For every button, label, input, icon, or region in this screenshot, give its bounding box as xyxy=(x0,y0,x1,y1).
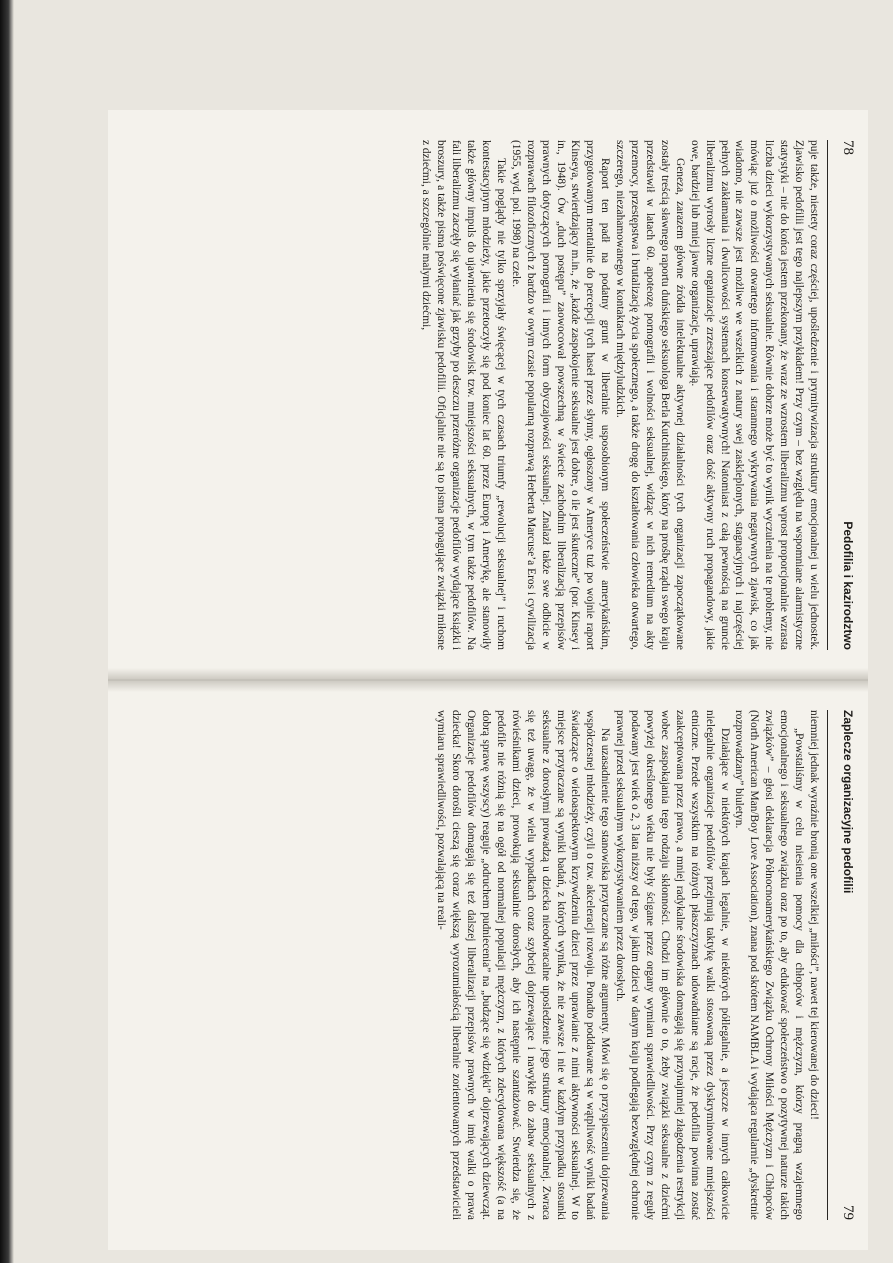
paragraph: Raport ten padł na podatny grunt w liberalnie usposobionym społeczeństwie amerykańskim, przygotowanym mentalnie do percepcji tych haseł przez słynny, ogłoszony w Ameryce tuż po wojnie raport Kinseya, stwierdzający m.in., że „każde zaspokojenie seksualne jest dobre, o ile jest skuteczne” (por. Kinsey i in., 1948). Ów „duch postępu” zaowocował powszechną w świecie zachodnim liberalizacją przepisów prawnych dotyczących pornografii i innych form obyczajowości seksualnej. Znalazł także swe odbicie w rozprawach filozoficznych z bardzo w owym czasie popularną rozprawą Herberta Marcuse’a Eros i cywilizacja (1955, wyd. pol. 1998) na czele. xyxy=(509,140,612,650)
paragraph: puje także, niestety coraz częściej, upośledzenie i prymitywizacja struktury emocjonalnej u wielu jednostek. Zjawisko pedofilii jest tego najlepszym przykładem! Przy czym – bez względu na wspomniane alarmistyczne statystyki – nie do końca jestem przekonany, że wraz ze wzrostem liberalizmu wprost proporcjonalnie wzrasta liczba dzieci wykorzystywanych seksualnie. Równie dobrze może być to wynik wyczulenia na te problemy, nie mówiąc już o możliwości otwartego informowania i starannego wykrywania negatywnych zjawisk, co jak wiadomo, nie zawsze jest możliwe we wszelkich z natury swej zaskleplonych, stagnacyjnych i najczęściej pełnych zakłamania i dwulicowości systemach konserwatywnych! Natomiast z całą pewnością na gruncie liberalizmu wyrosły liczne organizacje zrzeszające pedofilów oraz dość aktywny ruch propagandowy, jakie owe, bardziej lub mniej jawne organizacje, uprawiają. xyxy=(688,140,820,650)
right-running-head xyxy=(827,710,868,1220)
book-spread xyxy=(108,110,868,1250)
left-body-text xyxy=(121,140,821,650)
book-gutter xyxy=(108,668,868,692)
paragraph: niemniej jednak wyraźnie bronią one wszelkiej „miłości”, nawet tej kierowanej do dzieci! xyxy=(808,710,820,1120)
right-page-number: 79 xyxy=(840,1205,857,1220)
right-running-title: Zaplecze organizacyjne pedofilii xyxy=(841,710,855,894)
paragraph: Działające w niektórych krajach legalnie, w niektórych półlegalnie, a jeszcze w innych całkowicie nielegalnie organizacje pedofilów przejmują taktykę walki stosowaną przez dyskryminowane mniejszości etniczne. Przede wszystkim na różnych płaszczyznach udowadniane są racje, że pedofilia powinna zostać zaakceptowana przez prawo, a mniej radykalne środowiska domagają się przynajmniej złagodzenia restrykcji wobec zaspokajania tego rodzaju skłonności. Chodzi im głównie o to, żeby związki seksualne z dziećmi powyżej określonego wieku nie były ścigane przez organy wymiaru sprawiedliwości. Przy czym z reguły podawany jest wiek o 2, 3 lata niższy od tego, w jakim dzieci w danym kraju podlegają bezwzględnej ochronie prawnej przed seksualnym wykorzystywaniem przez dorosłych. xyxy=(614,710,731,1220)
right-page xyxy=(108,690,868,1250)
left-running-head xyxy=(827,140,868,650)
paragraph: „Powstaliśmy w celu niesienia pomocy dla chłopców i mężczyzn, którzy pragną wzajemnego emocjonalnego i seksualnego związku oraz po to, aby edukować społeczeństwo o pozytywnej naturze takich związków” – głosi deklaracja Północnoamerykańskiego Związku Ochrony Miłości Mężczyzn i Chłopców (North American Man/Boy Love Association), znana pod skrótem NAMBLA i wydająca regularnie „dyskretnie rozprowadzany” biuletyn. xyxy=(733,710,806,1220)
paragraph: Na uzasadnienie tego stanowiska przytaczane są różne argumenty. Mówi się o przyspieszeniu dojrzewania współczesnej młodzieży, czyli o tzw. akceleracji rozwoju. Ponadto poddawane są w wątpliwość wyniki badań świadczące o wieloaspektowym krzywdzeniu dzieci przez uprawianie z nimi aktywności seksualnej. W to miejsce przytaczane są wyniki badań, z których wynika, że nie zawsze i nie w każdym przypadku stosunki seksualne z dorosłymi prowadzą u dziecka nieodwracalne uposledzenie jego struktury emocjonalnej. Zwraca się też uwagę, że w wielu wypadkach coraz szybciej dojrzewające i nawykłe do zabaw seksualnych z rówieśnikami dzieci, prowokują seksualnie dorosłych, aby ich następnie szantażować. Stwierdza się, że pedofile nie różnią się na ogół od normalnej populacji mężczyzn, z których zdecydowana większość (a na dobrą sprawę wszyscy) reaguje „odruchem pudniecenia” na „budzące się wdzięki” dojrzewających dziewcząt. Organizacje pedofilów domagają się też dalszej liberalizacji przepisów prawnych w imię walki o prawa dziecka! Skoro dorośli cieszą się coraz większą wyrozumiałością liberalnie zorientowanych przedstawicieli wymiaru sprawiedliwości, pozwalającą na reali- xyxy=(435,710,612,1220)
scan-edge xyxy=(0,0,14,1263)
left-running-title: Pedofilia i kazirodztwo xyxy=(841,521,855,650)
paragraph: Takie poglądy nie tylko sprzyjały święcącej w tych czasach triumfy „rewolucji seksualnej” i ruchom kontestacyjnym młodzieży, jakie przetoczyły się pod koniec lat 60. przez Europę i Amerykę, ale stanowiły także główny impuls do ujawnienia się środowisk tzw. mniejszości seksualnych, w tym także pedofilów. Na fali liberalizmu zaczęły się wyłaniać jak grzyby po deszczu przeróżne organizacje pedofilów wydające książki i broszury, a także pisma poświęcone zjawisku pedofilii. Oficjalnie nie są to pisma propagujące związki miłosne z dziećmi, a szczególnie malymi dziećmi, xyxy=(420,140,507,650)
right-body-text xyxy=(121,710,821,1220)
left-page xyxy=(108,110,868,670)
paragraph: Geneza, zarazem główne źródła intelektualne aktywnej działalności tych organizacji zapoczątkowane zostały treścią sławnego raportu duńskiego seksuologa Berla Kutchinskiego, który na prośbę rządu swego kraju przedstawił w latach 60. apoteozę pornografii i wolności seksualnej, widząc w nich remedium na akty przemocy, przestępstwa i brutalizację życia społecznego, a także drogę do kształtowania człowieka otwartego, szczerego, niezahamowanego w kontaktach międzyludzkich. xyxy=(614,140,686,650)
left-page-number: 78 xyxy=(840,140,857,155)
